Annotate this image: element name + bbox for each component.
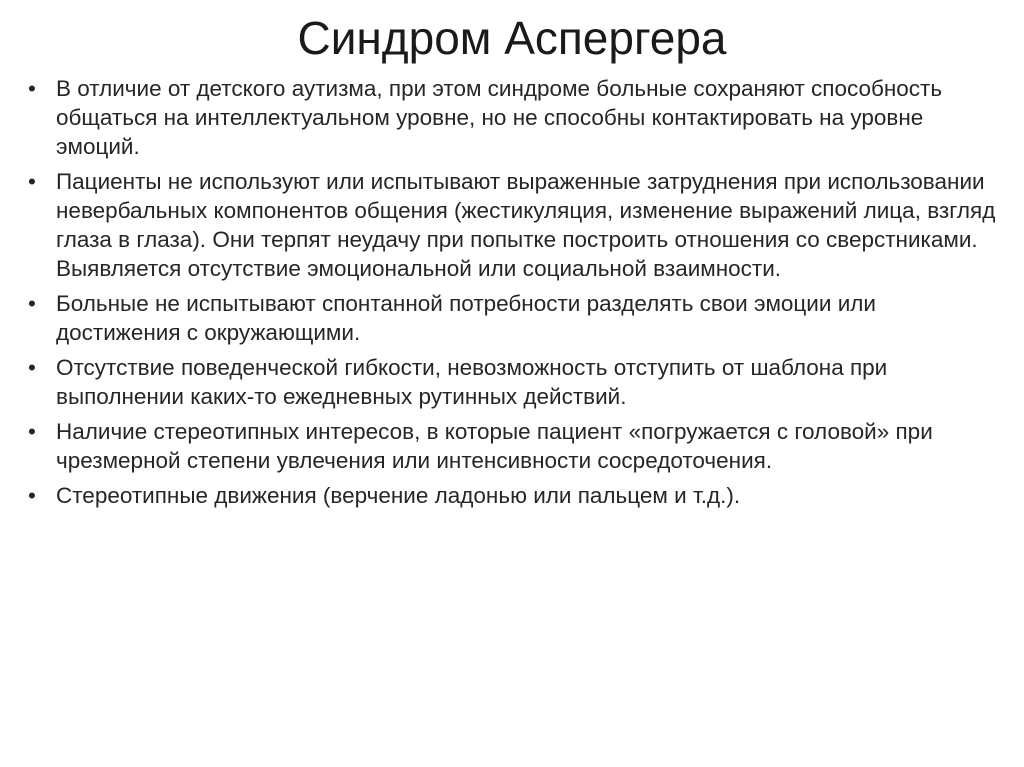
bullet-marker: • [28,169,36,194]
bullet-marker: • [28,291,36,316]
bullet-item-4 [28,353,998,411]
bullet-marker: • [28,483,36,508]
bullet-text-4: Отсутствие поведенческой гибкости, невозможность отступить от шаблона при выполнении каких-то ежедневных рутинных действий. [56,355,888,409]
bullet-text-1: В отличие от детского аутизма, при этом синдроме больные сохраняют способность общаться на интеллектуальном уровне, но не способны контактировать на уровне эмоций. [56,76,943,159]
bullet-marker: • [28,419,36,444]
slide-title: Синдром Аспергера [297,12,727,64]
bullet-marker: • [28,76,36,101]
bullet-text-5: Наличие стереотипных интересов, в которые пациент «погружается с головой» при чрезмерной степени увлечения или интенсивности сосредоточения. [56,419,933,473]
bullet-item-3 [28,289,998,347]
bullet-item-6 [28,481,998,510]
bullet-text-6: Стереотипные движения (верчение ладонью или пальцем и т.д.). [56,483,741,508]
bullet-marker: • [28,355,36,380]
bullet-item-1 [28,74,998,161]
bullet-item-2 [28,167,998,283]
bullet-text-3: Больные не испытывают спонтанной потребности разделять свои эмоции или достижения с окружающими. [56,291,876,345]
bullet-item-5 [28,417,998,475]
bullet-text-2: Пациенты не используют или испытывают выраженные затруднения при использовании невербальных компонентов общения (жестикуляция, изменение выражений лица, взгляд глаза в глаза). Они терпят неудачу при попытке построить отношения со сверстниками. Выявляется отсутствие эмоциональной или социальной взаимности. [56,169,996,281]
bullet-list [28,74,998,516]
